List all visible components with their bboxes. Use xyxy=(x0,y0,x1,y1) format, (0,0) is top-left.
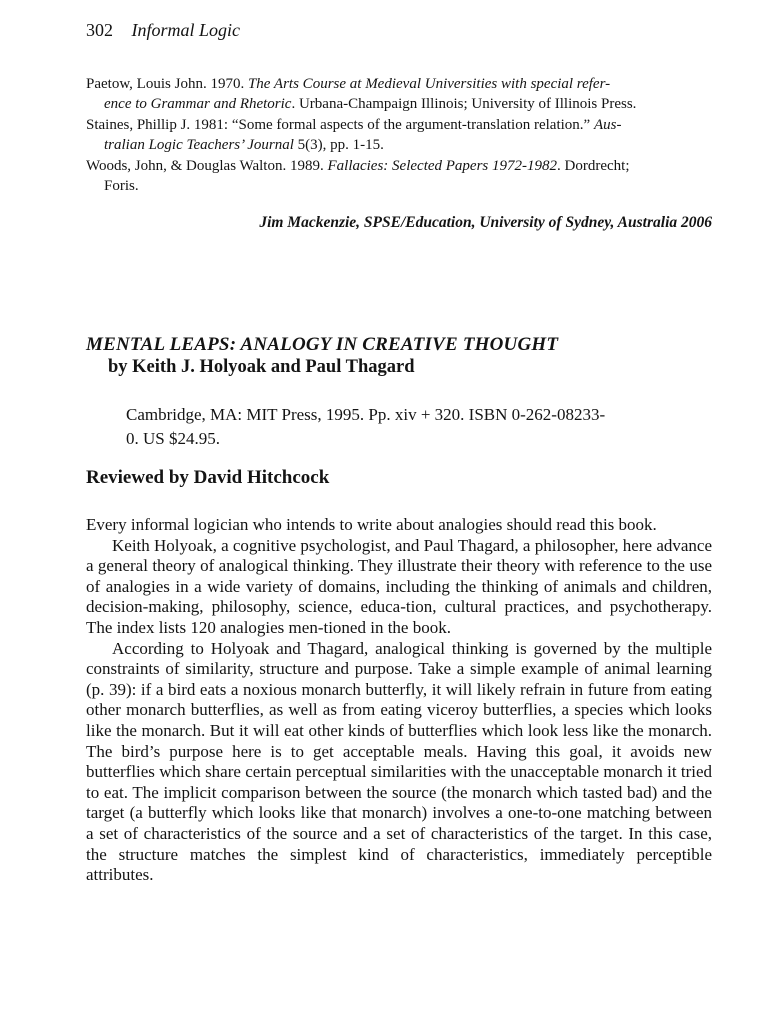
book-title: MENTAL LEAPS: ANALOGY IN CREATIVE THOUGHT xyxy=(86,334,559,355)
review-body xyxy=(86,515,712,886)
reference-list xyxy=(86,74,712,197)
book-authors: by Keith J. Holyoak and Paul Thagard xyxy=(108,357,415,377)
body-paragraph: Keith Holyoak, a cognitive psychologist, and Paul Thagard, a philosopher, here advance a general theory of analogical thinking. They illustrate their theory with reference to the use of analogies in a wide variety of domains, including the thinking of animals and children, decision-making, philosophy, science, educa-tion, cultural practices, and psychotherapy. The index lists 120 analogies men-tioned in the book. xyxy=(86,535,712,637)
reference-entry: Staines, Phillip J. 1981: “Some formal aspects of the argument-translation relation.” Aus- tralian Logic Teachers’ Journal 5(3), pp. 1-15. xyxy=(86,117,622,153)
running-head xyxy=(86,20,240,41)
reviewer-heading: Reviewed by David Hitchcock xyxy=(86,467,330,488)
publication-info: Cambridge, MA: MIT Press, 1995. Pp. xiv + 320. ISBN 0-262-08233- 0. US $24.95. xyxy=(126,405,606,448)
journal-name: Informal Logic xyxy=(131,20,241,40)
body-paragraph: Every informal logician who intends to write about analogies should read this book. xyxy=(86,515,657,534)
review-signature: Jim Mackenzie, SPSE/Education, University of Sydney, Australia 2006 xyxy=(259,214,712,231)
reference-entry: Paetow, Louis John. 1970. The Arts Course at Medieval Universities with special refer- ence to Grammar and Rhetoric. Urbana-Champaign Illinois; University of Illinois Press. xyxy=(86,76,637,112)
page-number: 302 xyxy=(86,20,113,40)
body-paragraph: According to Holyoak and Thagard, analogical thinking is governed by the multiple constraints of similarity, structure and purpose. Take a simple example of animal learning (p. 39): if a bird eats a noxious monarch butterfly, it will likely refrain in future from eating other monarch butterflies, as well as from eating viceroy butterflies, a species which looks like the monarch. But it will eat other kinds of butterflies which look less like the monarch. The bird’s purpose here is to get acceptable meals. Having this goal, it avoids new butterflies which share certain perceptual similarities with the unacceptable monarch it tried to eat. The implicit comparison between the source (the monarch which tasted bad) and the target (a butterfly which looks like that monarch) involves a one-to-one matching between a set of characteristics of the source and a set of characteristics of the target. In this case, the structure matches the simplest kind of characteristics, immediately perceptible attributes. xyxy=(86,638,712,885)
reference-entry: Woods, John, & Douglas Walton. 1989. Fallacies: Selected Papers 1972-1982. Dordrecht; Foris. xyxy=(86,158,630,194)
